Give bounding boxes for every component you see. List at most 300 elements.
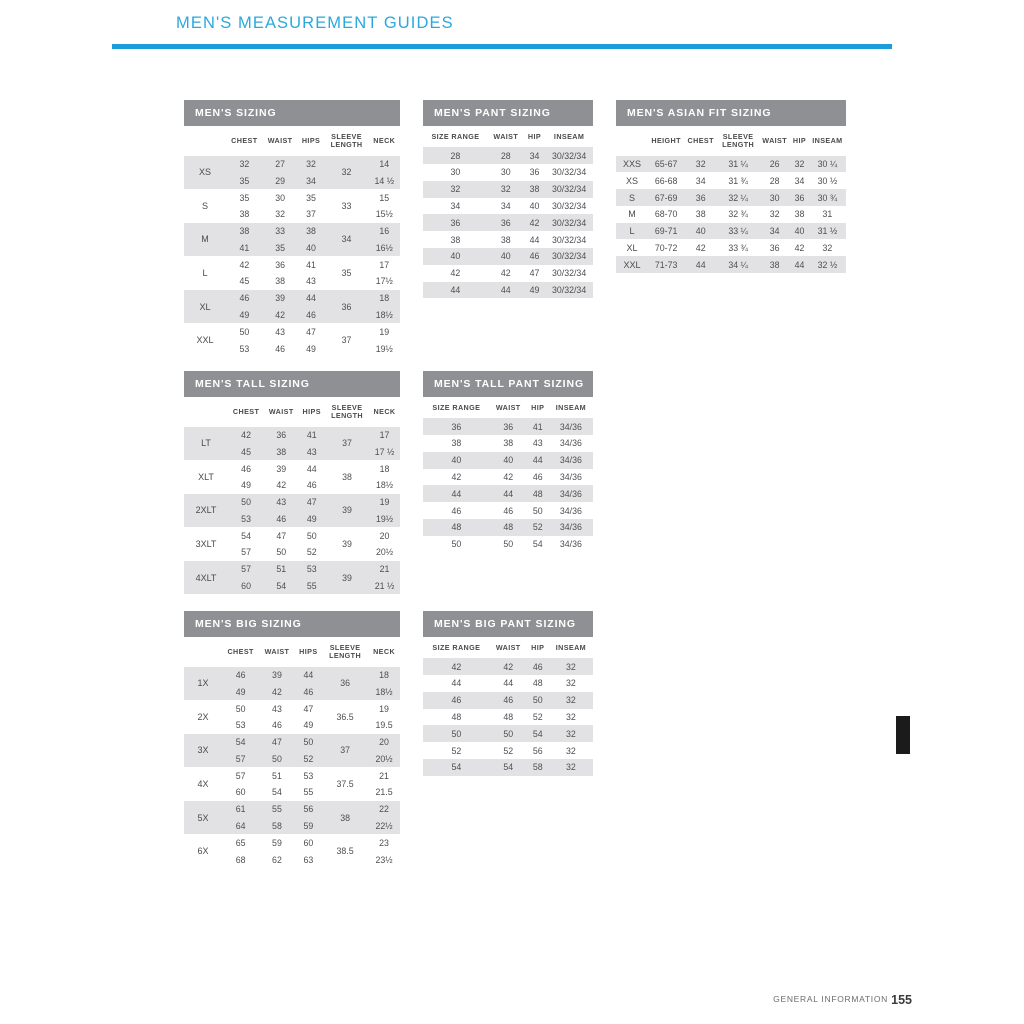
cell-hips: 40 [298,239,325,256]
cell-inseam: 34/36 [549,519,593,536]
col-waist: WAIST [759,126,790,156]
cell-chest: 57 [222,767,259,784]
cell-size-range: 42 [423,469,490,486]
cell-waist: 26 [759,156,790,173]
cell-chest: 40 [684,223,717,240]
cell-waist: 38 [264,443,298,460]
cell-waist: 27 [263,156,298,173]
cell-hip: 42 [524,214,545,231]
cell-sleeve: 31 ¾ [717,172,759,189]
cell-chest: 68 [222,851,259,868]
cell-hip: 49 [524,282,545,299]
col-sleeve-length: SLEEVE LENGTH [322,637,368,667]
table-row [423,265,593,282]
cell-size-range: 44 [423,675,490,692]
col-size-range: SIZE RANGE [423,637,490,658]
cell-waist: 46 [264,510,298,527]
table-row [184,223,400,240]
table-row [184,667,400,684]
cell-inseam: 31 [809,206,846,223]
cell-sleeve: 31 ¼ [717,156,759,173]
table-row [423,147,593,164]
table-row [184,189,400,206]
cell-waist: 46 [259,717,294,734]
cell-hip: 52 [527,519,549,536]
table-row [423,164,593,181]
table-row [423,759,593,776]
cell-hip: 48 [527,485,549,502]
cell-chest: 42 [228,427,264,444]
cell-hip: 38 [790,206,809,223]
col-waist: WAIST [263,126,298,156]
table-row [423,231,593,248]
cell-hip: 41 [527,418,549,435]
col-chest: CHEST [222,637,259,667]
table-row [184,801,400,818]
table-row [423,435,593,452]
footer-label: GENERAL INFORMATION [773,994,888,1004]
cell-hip: 34 [524,147,545,164]
cell-size-range: 46 [423,502,490,519]
cell-inseam: 32 [549,742,593,759]
cell-size-range: 42 [423,658,490,675]
cell-size: XLT [184,460,228,494]
cell-hip: 40 [790,223,809,240]
table-mens-big-pant-sizing [423,611,593,776]
page-edge-marker [896,716,910,754]
cell-waist: 50 [490,725,527,742]
table-row [184,767,400,784]
col-hips: HIPS [295,637,322,667]
cell-waist: 32 [263,206,298,223]
col-size-range: SIZE RANGE [423,397,490,418]
cell-chest: 35 [226,189,263,206]
cell-hip: 58 [527,759,549,776]
cell-chest: 53 [226,340,263,357]
cell-inseam: 34/36 [549,418,593,435]
cell-size: 3XLT [184,527,228,561]
cell-inseam: 30 ¼ [809,156,846,173]
cell-hips: 49 [298,510,325,527]
mens-pant-sizing-table [423,126,593,298]
cell-size-range: 44 [423,485,490,502]
cell-hip: 54 [527,725,549,742]
cell-size-range: 48 [423,709,490,726]
cell-inseam: 34/36 [549,452,593,469]
table-row [184,700,400,717]
cell-waist: 36 [264,427,298,444]
cell-chest: 46 [222,667,259,684]
mens-tall-pant-table [423,397,593,553]
cell-size-range: 44 [423,282,488,299]
cell-waist: 44 [490,485,527,502]
cell-waist: 43 [259,700,294,717]
table-row [184,256,400,273]
cell-size-range: 46 [423,692,490,709]
cell-waist: 44 [488,282,524,299]
cell-waist: 46 [490,502,527,519]
table-mens-sizing [184,100,400,357]
cell-size-range: 40 [423,452,490,469]
cell-waist: 34 [759,223,790,240]
cell-inseam: 32 [549,675,593,692]
table-header-row [184,126,400,156]
cell-size-range: 38 [423,435,490,452]
cell-waist: 51 [259,767,294,784]
cell-chest: 41 [226,239,263,256]
cell-size: XXL [184,323,226,357]
col-waist: WAIST [264,397,298,427]
cell-neck: 18 [369,460,400,477]
mens-big-pant-table [423,637,593,776]
table-row [423,658,593,675]
col-inseam: INSEAM [545,126,593,147]
cell-size-range: 50 [423,536,490,553]
table-title: MEN'S BIG PANT SIZING [423,611,593,637]
cell-waist: 54 [259,784,294,801]
cell-size-range: 40 [423,248,488,265]
cell-size-range: 52 [423,742,490,759]
col-hip: HIP [527,637,549,658]
cell-sleeve: 38 [325,460,369,494]
cell-hips: 50 [295,734,322,751]
page-number: 155 [891,993,912,1007]
table-row [423,181,593,198]
mens-sizing-table [184,126,400,357]
cell-height: 68-70 [648,206,684,223]
col-size-range: SIZE RANGE [423,126,488,147]
cell-sleeve: 37 [322,734,368,768]
table-row [423,248,593,265]
col-neck: NECK [369,397,400,427]
cell-chest: 60 [222,784,259,801]
cell-waist: 46 [490,692,527,709]
table-row [423,519,593,536]
cell-waist: 39 [259,667,294,684]
cell-inseam: 30/32/34 [545,147,593,164]
table-row [423,675,593,692]
cell-hip: 46 [527,469,549,486]
cell-inseam: 34/36 [549,502,593,519]
col-hip: HIP [790,126,809,156]
table-row [184,290,400,307]
table-row [423,742,593,759]
cell-hips: 46 [298,477,325,494]
cell-size-range: 34 [423,198,488,215]
cell-neck: 23½ [368,851,400,868]
cell-inseam: 30/32/34 [545,198,593,215]
cell-hips: 43 [298,443,325,460]
col-neck: NECK [369,126,400,156]
cell-size-range: 30 [423,164,488,181]
cell-size-range: 36 [423,418,490,435]
cell-height: 67-69 [648,189,684,206]
page-title: MEN'S MEASUREMENT GUIDES [176,14,454,32]
col-sleeve-length: SLEEVE LENGTH [717,126,759,156]
cell-size: 5X [184,801,222,835]
col-sleeve-length: SLEEVE LENGTH [325,126,369,156]
table-header-row [423,637,593,658]
cell-waist: 44 [490,675,527,692]
table-mens-tall-pant-sizing [423,371,593,553]
table-title: MEN'S PANT SIZING [423,100,593,126]
cell-sleeve: 39 [325,527,369,561]
cell-size-range: 32 [423,181,488,198]
cell-neck: 23 [368,834,400,851]
cell-inseam: 32 [549,658,593,675]
cell-chest: 38 [226,206,263,223]
cell-size: 4XLT [184,561,228,595]
cell-neck: 18½ [369,477,400,494]
table-row [184,427,400,444]
cell-inseam: 30 ½ [809,172,846,189]
cell-hip: 48 [527,675,549,692]
cell-hips: 46 [295,683,322,700]
cell-neck: 17½ [369,273,400,290]
cell-waist: 48 [490,709,527,726]
cell-waist: 43 [264,494,298,511]
table-row [423,485,593,502]
cell-chest: 54 [228,527,264,544]
col-sleeve-length: SLEEVE LENGTH [325,397,369,427]
cell-inseam: 30/32/34 [545,214,593,231]
cell-waist: 62 [259,851,294,868]
cell-neck: 16½ [369,239,400,256]
table-row [616,189,846,206]
cell-waist: 47 [264,527,298,544]
cell-sleeve: 38 [322,801,368,835]
cell-chest: 61 [222,801,259,818]
cell-neck: 19 [368,700,400,717]
cell-waist: 34 [488,198,524,215]
cell-size: 1X [184,667,222,701]
table-row [423,282,593,299]
col-chest: CHEST [228,397,264,427]
cell-sleeve: 37 [325,323,369,357]
cell-inseam: 32 ½ [809,256,846,273]
cell-waist: 54 [490,759,527,776]
cell-size: XS [184,156,226,190]
cell-neck: 19 [369,494,400,511]
cell-height: 70-72 [648,239,684,256]
cell-chest: 46 [226,290,263,307]
cell-neck: 17 [369,256,400,273]
cell-neck: 15½ [369,206,400,223]
cell-sleeve: 38.5 [322,834,368,868]
table-row [616,156,846,173]
cell-waist: 30 [488,164,524,181]
cell-waist: 29 [263,172,298,189]
cell-hip: 46 [527,658,549,675]
col-hips: HIPS [298,397,325,427]
table-row [616,172,846,189]
table-row [184,323,400,340]
cell-height: 69-71 [648,223,684,240]
cell-size: 6X [184,834,222,868]
cell-size: LT [184,427,228,461]
cell-hip: 44 [790,256,809,273]
col-waist: WAIST [490,637,527,658]
cell-waist: 47 [259,734,294,751]
cell-hips: 47 [295,700,322,717]
cell-neck: 14 ½ [369,172,400,189]
cell-sleeve: 37 [325,427,369,461]
table-header-row [184,397,400,427]
cell-chest: 32 [684,156,717,173]
cell-inseam: 32 [549,725,593,742]
table-row [184,527,400,544]
cell-neck: 18½ [368,683,400,700]
cell-hips: 46 [298,307,325,324]
cell-inseam: 30 ¾ [809,189,846,206]
cell-sleeve: 36 [322,667,368,701]
table-row [423,198,593,215]
cell-waist: 46 [263,340,298,357]
cell-inseam: 30/32/34 [545,265,593,282]
cell-chest: 38 [226,223,263,240]
cell-sleeve: 32 ¼ [717,189,759,206]
table-row [184,561,400,578]
table-title: MEN'S ASIAN FIT SIZING [616,100,846,126]
cell-neck: 18½ [369,307,400,324]
cell-hips: 44 [298,290,325,307]
cell-size: 2X [184,700,222,734]
col-size [184,126,226,156]
table-header-row [423,126,593,147]
cell-hip: 40 [524,198,545,215]
cell-neck: 14 [369,156,400,173]
cell-hip: 50 [527,692,549,709]
mens-tall-sizing-table [184,397,400,594]
cell-size-range: 28 [423,147,488,164]
cell-waist: 28 [759,172,790,189]
cell-hips: 49 [295,717,322,734]
cell-neck: 21.5 [368,784,400,801]
cell-inseam: 32 [549,709,593,726]
cell-waist: 50 [264,544,298,561]
cell-chest: 57 [228,544,264,561]
cell-neck: 17 [369,427,400,444]
table-title: MEN'S TALL SIZING [184,371,400,397]
table-row [423,692,593,709]
table-row [423,536,593,553]
cell-chest: 32 [226,156,263,173]
cell-waist: 38 [263,273,298,290]
cell-size-range: 42 [423,265,488,282]
cell-inseam: 34/36 [549,485,593,502]
cell-inseam: 30/32/34 [545,231,593,248]
cell-neck: 22½ [368,818,400,835]
cell-waist: 42 [490,658,527,675]
table-row [184,734,400,751]
table-row [184,156,400,173]
cell-waist: 30 [263,189,298,206]
table-row [184,494,400,511]
cell-chest: 49 [228,477,264,494]
cell-hip: 52 [527,709,549,726]
cell-chest: 57 [228,561,264,578]
cell-chest: 35 [226,172,263,189]
table-mens-tall-sizing [184,371,400,594]
cell-chest: 45 [228,443,264,460]
cell-waist: 42 [488,265,524,282]
cell-inseam: 30/32/34 [545,248,593,265]
cell-chest: 45 [226,273,263,290]
table-mens-big-sizing [184,611,400,868]
cell-inseam: 30/32/34 [545,164,593,181]
cell-hips: 43 [298,273,325,290]
cell-chest: 64 [222,818,259,835]
cell-hips: 52 [295,750,322,767]
cell-waist: 35 [263,239,298,256]
cell-hip: 46 [524,248,545,265]
cell-hips: 63 [295,851,322,868]
cell-size-range: 38 [423,231,488,248]
cell-sleeve: 37.5 [322,767,368,801]
table-header-row [423,397,593,418]
cell-sleeve: 34 ¼ [717,256,759,273]
table-title: MEN'S SIZING [184,100,400,126]
mens-asian-fit-table [616,126,846,273]
cell-sleeve: 33 ¾ [717,239,759,256]
cell-hip: 44 [524,231,545,248]
cell-hips: 49 [298,340,325,357]
cell-hips: 47 [298,323,325,340]
cell-waist: 52 [490,742,527,759]
cell-waist: 36 [759,239,790,256]
cell-waist: 42 [264,477,298,494]
cell-chest: 42 [684,239,717,256]
col-size [184,637,222,667]
cell-neck: 20½ [369,544,400,561]
cell-size: M [616,206,648,223]
cell-waist: 32 [488,181,524,198]
cell-neck: 19.5 [368,717,400,734]
cell-waist: 36 [263,256,298,273]
cell-inseam: 32 [809,239,846,256]
table-row [423,502,593,519]
cell-waist: 42 [259,683,294,700]
col-hips: HIPS [298,126,325,156]
cell-sleeve: 36 [325,290,369,324]
col-inseam: INSEAM [549,397,593,418]
col-size [184,397,228,427]
cell-hips: 44 [295,667,322,684]
cell-neck: 17 ½ [369,443,400,460]
cell-chest: 34 [684,172,717,189]
cell-waist: 40 [488,248,524,265]
cell-chest: 46 [228,460,264,477]
cell-size: L [616,223,648,240]
cell-hips: 50 [298,527,325,544]
cell-chest: 50 [226,323,263,340]
cell-waist: 33 [263,223,298,240]
cell-size: XXS [616,156,648,173]
cell-waist: 38 [759,256,790,273]
cell-waist: 51 [264,561,298,578]
cell-sleeve: 33 ¼ [717,223,759,240]
col-chest: CHEST [684,126,717,156]
table-mens-asian-fit-sizing [616,100,846,273]
cell-chest: 44 [684,256,717,273]
cell-hips: 53 [295,767,322,784]
cell-chest: 50 [222,700,259,717]
cell-chest: 38 [684,206,717,223]
table-title: MEN'S BIG SIZING [184,611,400,637]
cell-waist: 58 [259,818,294,835]
cell-waist: 50 [259,750,294,767]
cell-size: XL [616,239,648,256]
